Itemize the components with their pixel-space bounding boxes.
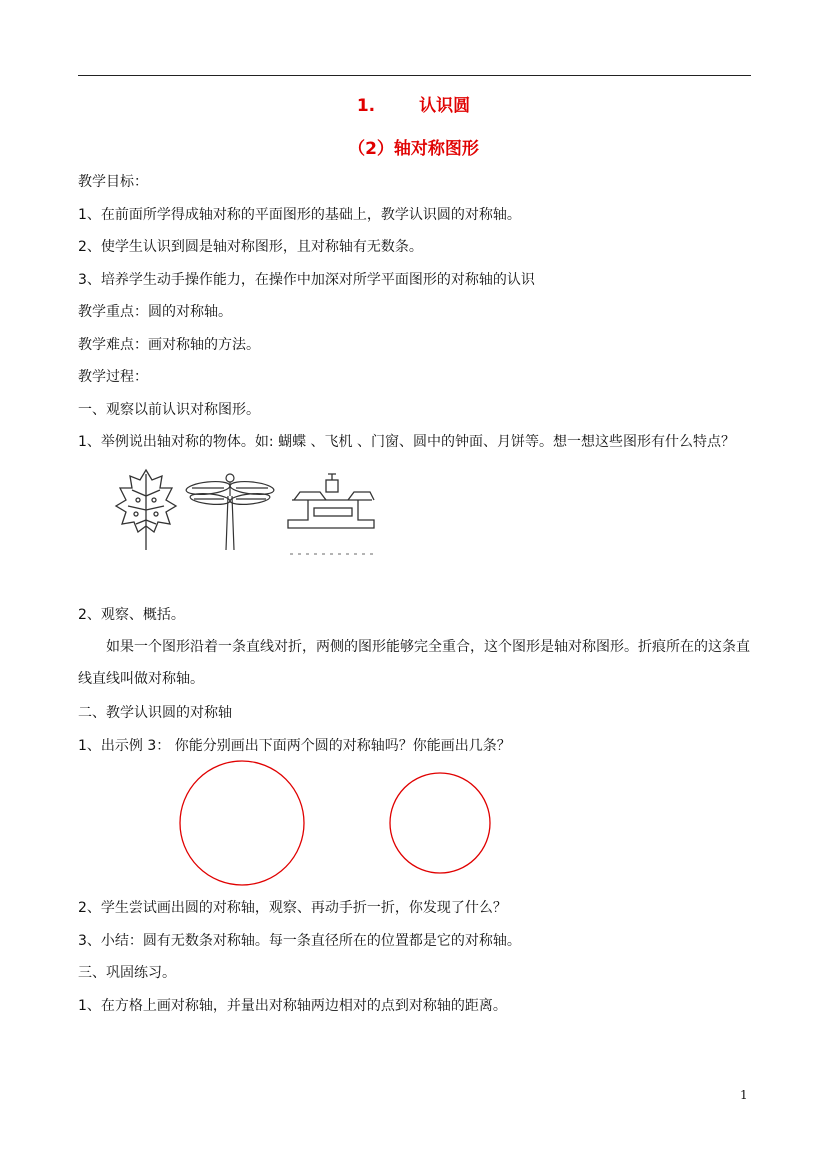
section-2-item-3: 3、小结：圆有无数条对称轴。每一条直径所在的位置都是它的对称轴。 [78,933,521,949]
section-3-item-1: 1、在方格上画对称轴，并量出对称轴两边相对的点到对称轴的距离。 [78,998,507,1014]
page-title [0,91,827,116]
section-2-item-1: 1、出示例 3： 你能分别画出下面两个圆的对称轴吗？你能画出几条？ [78,738,511,754]
leaf-icon [116,470,176,550]
page-number: 1 [740,1088,748,1102]
section-3-heading: 三、巩固练习。 [78,965,176,981]
page-subtitle: （2）轴对称图形 [348,139,479,159]
balance-scale-icon [288,474,374,554]
goal-3: 3、培养学生动手操作能力，在操作中加深对所学平面图形的对称轴的认识 [78,272,535,288]
key-point: 教学重点：圆的对称轴。 [78,304,232,320]
section-1-item-1: 1、举例说出轴对称的物体。如: 蝴蝶 、飞机 、门窗、圆中的钟面、月饼等。想一想这些图形有什么特点？ [78,434,735,450]
definition-paragraph: 如果一个图形沿着一条直线对折，两侧的图形能够完全重合，这个图形是轴对称图形。折痕所在的这条直线直线叫做对称轴。 [78,639,750,687]
dragonfly-icon [185,474,274,550]
goal-heading: 教学目标： [78,174,148,190]
circle-small [390,773,490,873]
title-number: 1. [356,96,376,116]
goal-1: 1、在前面所学得成轴对称的平面图形的基础上，教学认识圆的对称轴。 [78,207,521,223]
circle-large [180,761,304,885]
goal-2: 2、使学生认识到圆是轴对称图形，且对称轴有无数条。 [78,239,423,255]
symmetric-figures [108,466,376,558]
header-rule [78,75,751,76]
example-circles [170,756,510,894]
process-heading: 教学过程： [78,369,148,385]
section-2-item-2: 2、学生尝试画出圆的对称轴，观察、再动手折一折，你发现了什么？ [78,900,507,916]
section-2-heading: 二、教学认识圆的对称轴 [78,705,232,721]
title-text: 认识圆 [419,96,471,116]
section-1-heading: 一、观察以前认识对称图形。 [78,402,260,418]
section-1-item-2: 2、观察、概括。 [78,607,185,623]
difficulty: 教学难点：画对称轴的方法。 [78,337,260,353]
